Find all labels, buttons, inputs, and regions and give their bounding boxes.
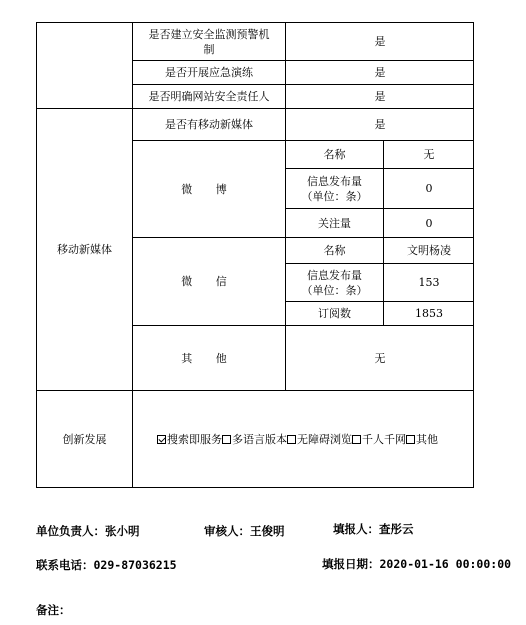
weibo-follow-label: 关注量 [285,208,383,237]
value-other: 无 [285,325,474,390]
weixin-subs-label: 订阅数 [285,301,383,325]
checkbox-other[interactable] [406,435,415,444]
checkbox-personalized[interactable] [352,435,361,444]
label-drill: 是否开展应急演练 [132,60,285,84]
label-weibo: 微 博 [132,140,285,237]
option-search-service[interactable]: 搜索即服务 [157,432,222,447]
checkbox-multilingual[interactable] [222,435,231,444]
option-accessibility[interactable]: 无障碍浏览 [287,432,352,447]
label-weixin: 微 信 [132,237,285,325]
checkbox-accessibility[interactable] [287,435,296,444]
weixin-posts-value: 153 [383,263,474,301]
label-other: 其 他 [132,325,285,390]
section-innovation: 创新发展 [36,390,132,488]
blank-cell [36,22,132,108]
footer-date: 填报日期：2020-01-16 00:00:00 [322,557,512,571]
checkbox-search-service[interactable] [157,435,166,444]
footer-filler: 填报人：查彤云 [333,522,414,536]
footer-phone: 联系电话：029-87036215 [36,558,177,572]
section-mobile-media: 移动新媒体 [36,108,132,390]
option-multilingual[interactable]: 多语言版本 [222,432,287,447]
footer-responsible: 单位负责人：张小明 [36,524,140,538]
innovation-options [132,390,474,488]
weixin-posts-label: 信息发布量（单位：条） [285,263,383,301]
value-monitoring: 是 [285,22,474,60]
option-personalized[interactable]: 千人千网 [352,432,406,447]
label-security-owner: 是否明确网站安全责任人 [132,84,285,108]
weixin-name-label: 名称 [285,237,383,263]
weibo-name-label: 名称 [285,140,383,168]
footer-reviewer: 审核人：王俊明 [204,524,285,538]
weibo-follow-value: 0 [383,208,474,237]
value-security-owner: 是 [285,84,474,108]
weixin-name-value: 文明杨凌 [383,237,474,263]
weibo-posts-value: 0 [383,168,474,208]
option-other[interactable]: 其他 [406,432,438,447]
weixin-subs-value: 1853 [383,301,474,325]
value-drill: 是 [285,60,474,84]
label-monitoring: 是否建立安全监测预警机制 [132,22,285,60]
value-has-mobile: 是 [285,108,474,140]
footer-note: 备注： [36,603,71,617]
weibo-posts-label: 信息发布量（单位：条） [285,168,383,208]
label-has-mobile: 是否有移动新媒体 [132,108,285,140]
weibo-name-value: 无 [383,140,474,168]
